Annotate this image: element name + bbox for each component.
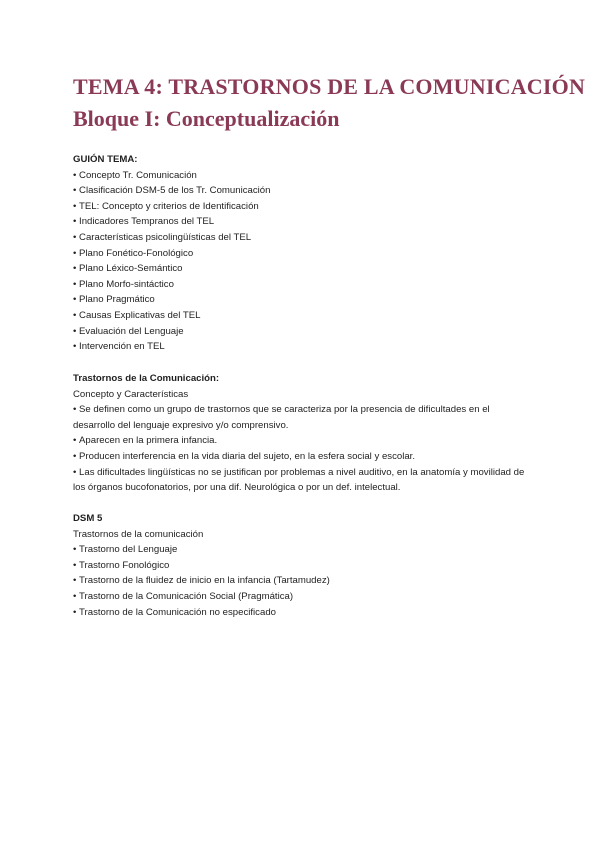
trastornos-heading: Trastornos de la Comunicación: (73, 373, 220, 384)
dsm-subheading: Trastornos de la comunicación (73, 528, 204, 540)
list-item: • Clasificación DSM-5 de los Tr. Comunicación (73, 183, 533, 199)
list-item: • Trastorno de la Comunicación no especificado (73, 605, 533, 621)
guion-list (73, 168, 533, 355)
list-item: • Trastorno Fonológico (73, 558, 533, 574)
list-item: • Plano Léxico-Semántico (73, 261, 533, 277)
list-item: • Producen interferencia en la vida diaria del sujeto, en la esfera social y escolar. (73, 449, 533, 465)
trastornos-subheading: Concepto y Características (73, 388, 189, 400)
list-item: • Características psicolingüísticas del TEL (73, 230, 533, 246)
list-item: • Intervención en TEL (73, 339, 533, 355)
dsm-heading: DSM 5 (73, 513, 103, 524)
list-item: • Causas Explicativas del TEL (73, 308, 533, 324)
list-item: • Plano Pragmático (73, 292, 533, 308)
trastornos-section (73, 371, 533, 496)
list-item: • TEL: Concepto y criterios de Identificación (73, 199, 533, 215)
dsm-section (73, 511, 533, 620)
guion-heading: GUIÓN TEMA: (73, 154, 138, 165)
list-item: • Aparecen en la primera infancia. (73, 433, 533, 449)
list-item: • Trastorno del Lenguaje (73, 542, 533, 558)
document-title: TEMA 4: TRASTORNOS DE LA COMUNICACIÓN (73, 74, 586, 99)
list-item: • Las dificultades lingüísticas no se justifican por problemas a nivel auditivo, en la anatomía y movilidad de los órganos bucofonatorios, por una dif. Neurológica o por un def. intelectual. (73, 465, 533, 496)
guion-section (73, 152, 533, 355)
trastornos-list (73, 402, 533, 496)
list-item: • Evaluación del Lenguaje (73, 324, 533, 340)
list-item: • Plano Morfo-sintáctico (73, 277, 533, 293)
list-item: • Indicadores Tempranos del TEL (73, 214, 533, 230)
dsm-list (73, 542, 533, 620)
list-item: • Concepto Tr. Comunicación (73, 168, 533, 184)
list-item: • Se definen como un grupo de trastornos que se caracteriza por la presencia de dificultades en el desarrollo del lenguaje expresivo y/o comprensivo. (73, 402, 533, 433)
document-subtitle: Bloque I: Conceptualización (73, 106, 340, 131)
list-item: • Trastorno de la Comunicación Social (Pragmática) (73, 589, 533, 605)
list-item: • Trastorno de la fluidez de inicio en la infancia (Tartamudez) (73, 573, 533, 589)
list-item: • Plano Fonético-Fonológico (73, 246, 533, 262)
